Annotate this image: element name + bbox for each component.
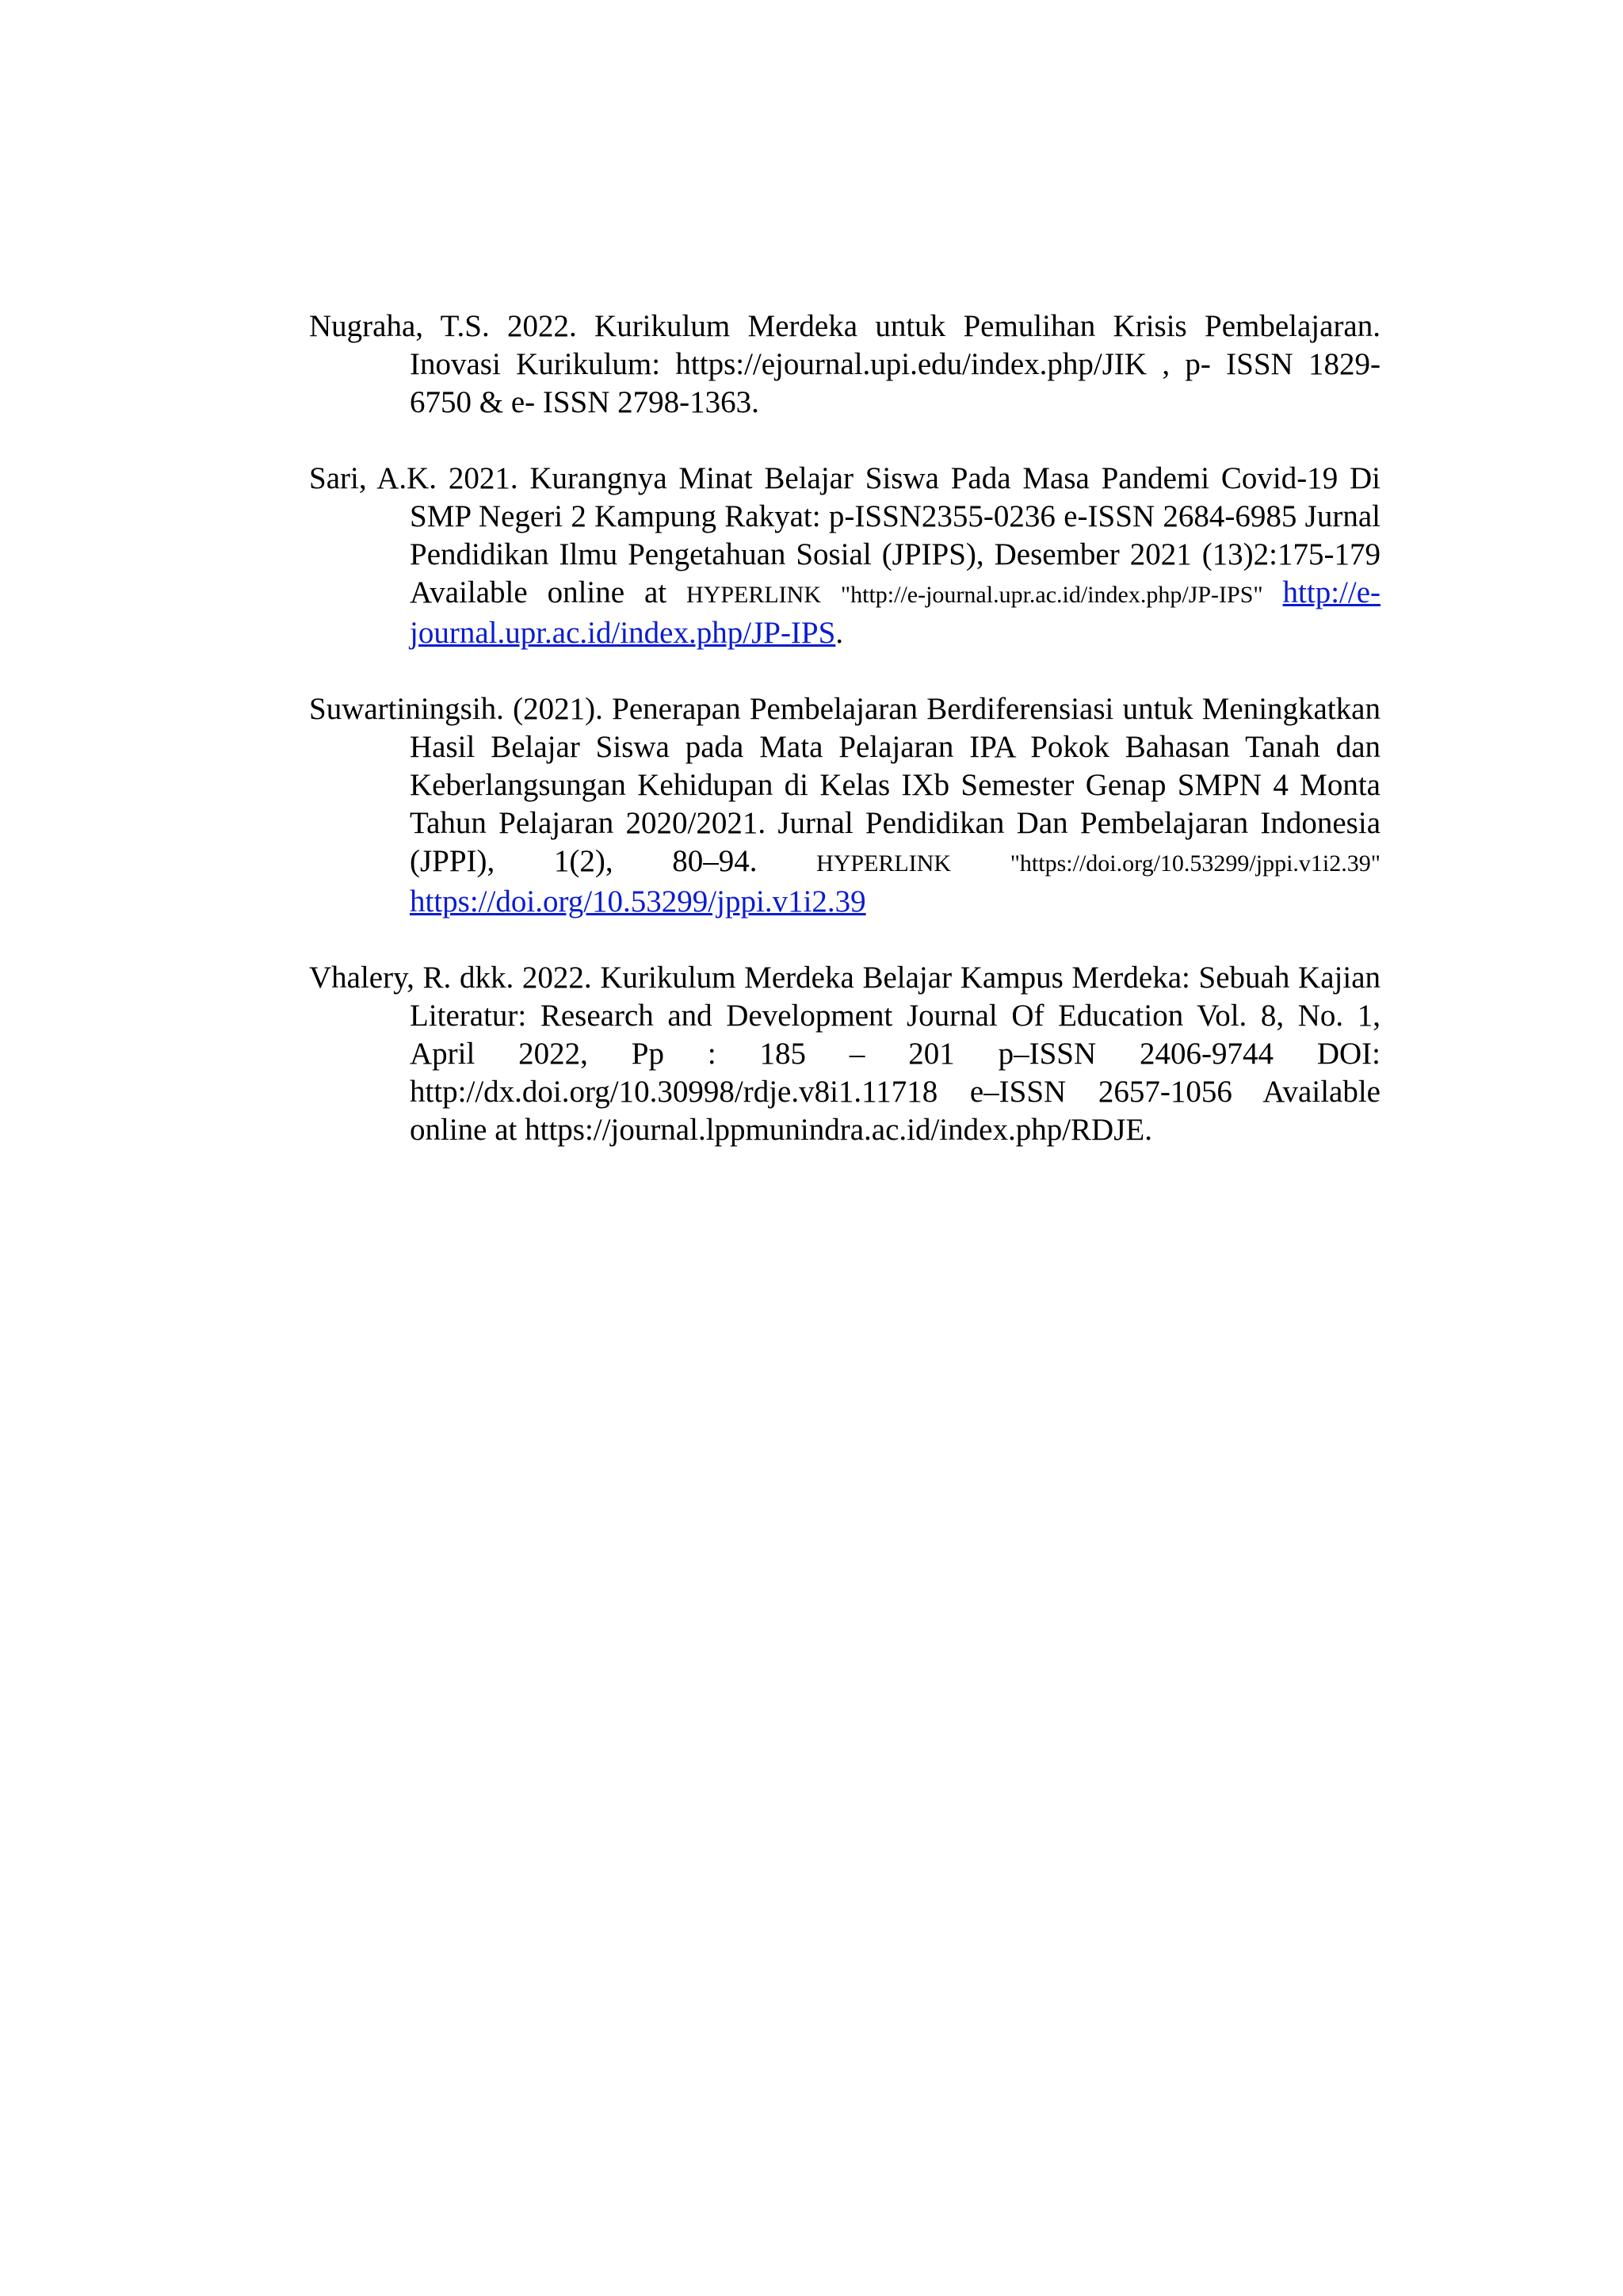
field-code-url: "https://doi.org/10.53299/jppi.v1i2.39" (1010, 850, 1381, 877)
reference-text: Sari, A.K. 2021. Kurangnya Minat Belajar Siswa Pada Masa Pandemi Covid-19 Di SMP Negeri 2 Kampung Rakyat: p-ISSN2355-0236 e-ISSN 2684-6985 Jurnal Pendidikan Ilmu Pengetahuan Sosial (JPIPS), Desember 2021 (13)2:175-179 Available online at (309, 461, 1381, 609)
reference-terminal-punctuation: . (835, 616, 844, 650)
reference-text: Vhalery, R. dkk. 2022. Kurikulum Merdeka Belajar Kampus Merdeka: Sebuah Kajian Literatur: Research and Development Journal Of Education Vol. 8, No. 1, April 2022, Pp : 185 – 201 p–ISSN 2406-9744 DOI: http://dx.doi.org/10.30998/rdje.v8i1.11718 e–ISSN 2657-1056 Available online at https://journal.lppmunindra.ac.id/index.php/RDJE. (309, 961, 1381, 1147)
hyperlink[interactable]: http://e-journal.upr.ac.id/index.php/JP-IPS (410, 575, 1381, 650)
reference-entry-suwartiningsih (309, 690, 1381, 921)
field-code-keyword: HYPERLINK (685, 582, 821, 608)
hyperlink[interactable]: https://doi.org/10.53299/jppi.v1i2.39 (410, 884, 866, 919)
field-code-url: "http://e-journal.upr.ac.id/index.php/JP-IPS" (840, 582, 1263, 608)
reference-entry-vhalery (309, 959, 1381, 1149)
reference-entry-nugraha (309, 308, 1381, 422)
reference-text: Nugraha, T.S. 2022. Kurikulum Merdeka untuk Pemulihan Krisis Pembelajaran. Inovasi Kurikulum: https://ejournal.upi.edu/index.php/JIK , p- ISSN 1829-6750 & e- ISSN 2798-1363. (309, 309, 1381, 419)
field-code-keyword: HYPERLINK (816, 850, 952, 877)
reference-entry-sari (309, 460, 1381, 652)
reference-list (309, 308, 1381, 1187)
reference-text: Suwartiningsih. (2021). Penerapan Pembelajaran Berdiferensiasi untuk Meningkatkan Hasil Belajar Siswa pada Mata Pelajaran IPA Pokok Bahasan Tanah dan Keberlangsungan Kehidupan di Kelas IXb Semester Genap SMPN 4 Monta Tahun Pelajaran 2020/2021. Jurnal Pendidikan Dan Pembelajaran Indonesia (JPPI), 1(2), 80–94. (309, 692, 1381, 878)
